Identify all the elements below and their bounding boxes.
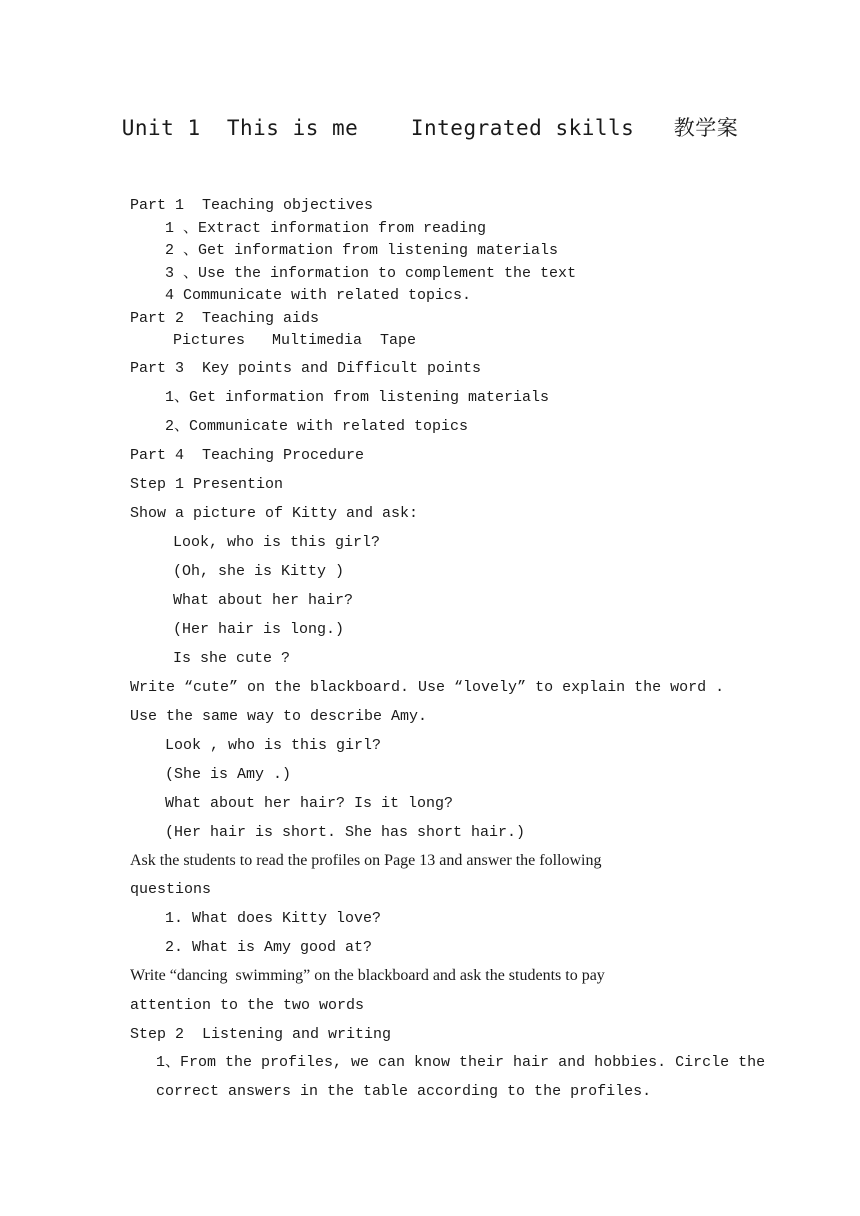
step2-item: 1、From the profiles, we can know their hair and hobbies. Circle the (156, 1054, 766, 1071)
part1-heading: Part 1 Teaching objectives (130, 197, 374, 214)
dialog-line: Look , who is this girl? (165, 737, 382, 754)
ask-profiles-instruction: Ask the students to read the profiles on Page 13 and answer the following (130, 852, 602, 869)
step1-heading: Step 1 Presention (130, 476, 284, 493)
step2-heading: Step 2 Listening and writing (130, 1026, 392, 1043)
dialog-line: (She is Amy .) (165, 766, 292, 783)
key-point-item: 1、Get information from listening materials (165, 389, 550, 406)
dialog-line: Look, who is this girl? (173, 534, 381, 551)
part3-heading: Part 3 Key points and Difficult points (130, 360, 482, 377)
ask-profiles-instruction-cont: questions (130, 881, 212, 898)
part4-heading: Part 4 Teaching Procedure (130, 447, 365, 464)
question-item: 2. What is Amy good at? (165, 939, 373, 956)
objective-item: 3 、Use the information to complement the text (165, 265, 577, 282)
objective-item: 4 Communicate with related topics. (165, 287, 472, 304)
step1-intro: Show a picture of Kitty and ask: (130, 505, 419, 522)
dialog-line: What about her hair? Is it long? (165, 795, 454, 812)
write-words-instruction: Write “dancing swimming” on the blackboard and ask the students to pay (130, 967, 605, 984)
describe-amy-instruction: Use the same way to describe Amy. (130, 708, 428, 725)
key-point-item: 2、Communicate with related topics (165, 418, 469, 435)
question-item: 1. What does Kitty love? (165, 910, 382, 927)
write-cute-instruction: Write “cute” on the blackboard. Use “lovely” to explain the word . (130, 679, 725, 696)
document-title: Unit 1 This is me Integrated skills 教学案 (121, 116, 739, 140)
dialog-line: Is she cute ? (173, 650, 291, 667)
part2-heading: Part 2 Teaching aids (130, 310, 320, 327)
write-words-instruction-cont: attention to the two words (130, 997, 365, 1014)
objective-item: 2 、Get information from listening materials (165, 242, 559, 259)
dialog-line: (Oh, she is Kitty ) (173, 563, 345, 580)
teaching-aids: Pictures Multimedia Tape (173, 332, 417, 349)
dialog-line: (Her hair is short. She has short hair.) (165, 824, 526, 841)
dialog-line: (Her hair is long.) (173, 621, 345, 638)
dialog-line: What about her hair? (173, 592, 354, 609)
objective-item: 1 、Extract information from reading (165, 220, 487, 237)
step2-item-cont: correct answers in the table according to the profiles. (156, 1083, 652, 1100)
